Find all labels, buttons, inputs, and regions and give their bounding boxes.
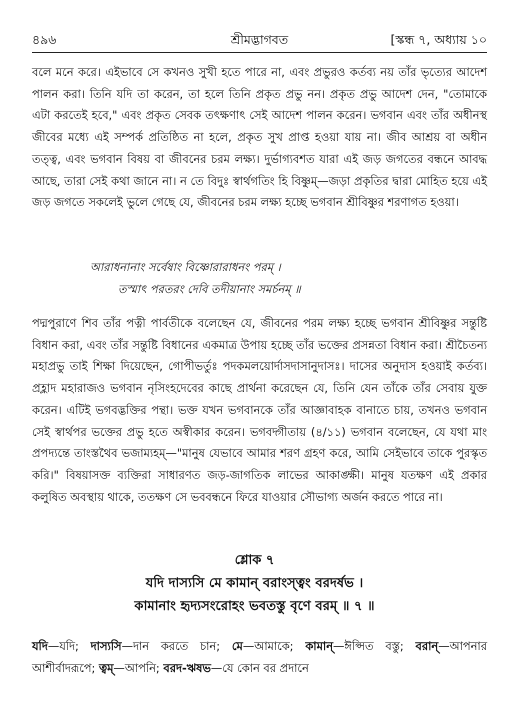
purport-paragraph-2: পদ্মপুরাণে শিব তাঁর পত্নী পার্বতীকে বলেছেন যে, জীবনের পরম লক্ষ্য হচ্ছে ভগবান শ্রীবিষ্ণুর সন্তুষ্টি বিধান করা, এবং তাঁর সন্তুষ্টি বিধানের একমাত্র উপায় হচ্ছে তাঁর ভক্তের প্রসন্নতা বিধান করা। শ্রীচৈতন্য মহাপ্রভু তাই শিক্ষা দিয়েছেন, গোপীভর্তুঃ পদকমলয়োর্দাসদাসানুদাসঃ। দাসের অনুদাস হওয়াই কর্তব্য। প্রহ্লাদ মহারাজও ভগবান নৃসিংহদেবের কাছে প্রার্থনা করেছেন যে, তিনি যেন তাঁকে তাঁর সেবায় যুক্ত করেন। এটিই ভগবদ্ভক্তির পন্থা। ভক্ত যখন ভগবানকে তাঁর আজ্ঞাবাহক বানাতে চায়, তখনও ভগবান সেই স্বার্থপর ভক্তের প্রভু হতে অস্বীকার করেন। ভগবদ্গীতায় (৪/১১) ভগবান বলেছেন, যে যথা মাং প্রপদ্যন্তে তাংস্তথৈব ভজাম্যহম্—"মানুষ যেভাবে আমার শরণ গ্রহণ করে, আমি সেইভাবে তাকে পুরস্কৃত করি।" বিষয়াসক্ত ব্যক্তিরা সাধারণত জড়-জাগতিক লাভের আকাঙ্ক্ষী। মানুষ যতক্ষণ এই প্রকার কলুষিত অবস্থায় থাকে, ততক্ষণ সে ভববন্ধনে ফিরে যাওয়ার সৌভাগ্য অর্জন করতে পারে না। (32, 316, 488, 504)
purport-paragraph-1: বলে মনে করে। এইভাবে সে কখনও সুখী হতে পারে না, এবং প্রভুরও কর্তব্য নয় তাঁর ভৃত্যের আদেশ পালন করা। তিনি যদি তা করেন, তা হলে তিনি প্রকৃত প্রভু নন। প্রকৃত প্রভু আদেশ দেন, "তোমাকে এটা করতেই হবে," এবং প্রকৃত সেবক তৎক্ষণাৎ সেই আদেশ পালন করেন। ভগবান এবং তাঁর অধীনস্থ জীবের মধ্যে এই সম্পর্ক প্রতিষ্ঠিত না হলে, প্রকৃত সুখ প্রাপ্ত হওয়া যায় না। জীব আশ্রয় বা অধীন তত্ত্ব, এবং ভগবান বিষয় বা জীবনের চরম লক্ষ্য। দুর্ভাগ্যবশত যারা এই জড় জগতের বন্ধনে আবদ্ধ আছে, তারা সেই কথা জানে না। ন তে বিদুঃ স্বার্থগতিং হি বিষ্ণুম্—জড়া প্রকৃতির দ্বারা মোহিত হয়ে এই জড় জগতে সকলেই ভুলে গেছে যে, জীবনের চরম লক্ষ্য হচ্ছে ভগবান শ্রীবিষ্ণুর শরণাগত হওয়া। (32, 65, 487, 210)
synonyms-block: যদি—যদি; দাস্যসি—দান করতে চান; মে—আমাকে; কামান্—ঈপ্সিত বস্তু; বরান্—আপনার আশীর্বাদরূপে; ত্বম্—আপনি; বরদ-ঋষভ—যে কোন বর প্রদানে (32, 639, 487, 675)
synonym-word: বরদ-ঋষভ (163, 660, 211, 675)
sloka-heading: শ্লোক ৭ (234, 553, 275, 568)
synonym-meaning: আমাকে; (254, 639, 294, 653)
synonym-meaning: যে কোন বর প্রদানে (222, 660, 309, 675)
synonym-meaning: আপনার আশীর্বাদরূপে; (32, 639, 487, 675)
sloka-line-1: যদি দাস্যসি মে কামান্ বরাংস্ত্বং বরদর্ষভ । (145, 576, 364, 591)
synonym-word: কামান্ (305, 639, 334, 653)
synonym-meaning: আপনি; (124, 660, 160, 675)
synonym-word: যদি (32, 639, 48, 653)
synonym-word: ত্বম্ (98, 660, 114, 675)
book-title: শ্রীমদ্ভাগবত (230, 32, 289, 47)
synonym-meaning: যদি; (59, 639, 79, 653)
synonym-word: বরান্ (415, 639, 439, 653)
synonym-meaning: ঈপ্সিত বস্তু; (344, 639, 404, 653)
synonym-word: দাস্যসি (90, 639, 122, 653)
synonym-word: মে (231, 639, 243, 653)
synonym-meaning: দান করতে চান; (132, 639, 221, 653)
chapter-reference: [স্কন্ধ ৭, অধ্যায় ১০ (390, 32, 487, 47)
page-header (32, 30, 487, 53)
quote-line-1: আরাধনানাং সর্বেষাং বিষ্ণোরারাধনং পরম্ । (90, 260, 281, 274)
page-number: ৪৯৬ (32, 32, 57, 47)
sloka-line-2: কামানাং হৃদ্যসংরোহং ভবতস্তু বৃণে বরম্ ॥ ৭ ॥ (134, 599, 375, 614)
quote-line-2: তস্মাৎ পরতরং দেবি তদীয়ানাং সমর্চনম্ ॥ (118, 282, 301, 296)
